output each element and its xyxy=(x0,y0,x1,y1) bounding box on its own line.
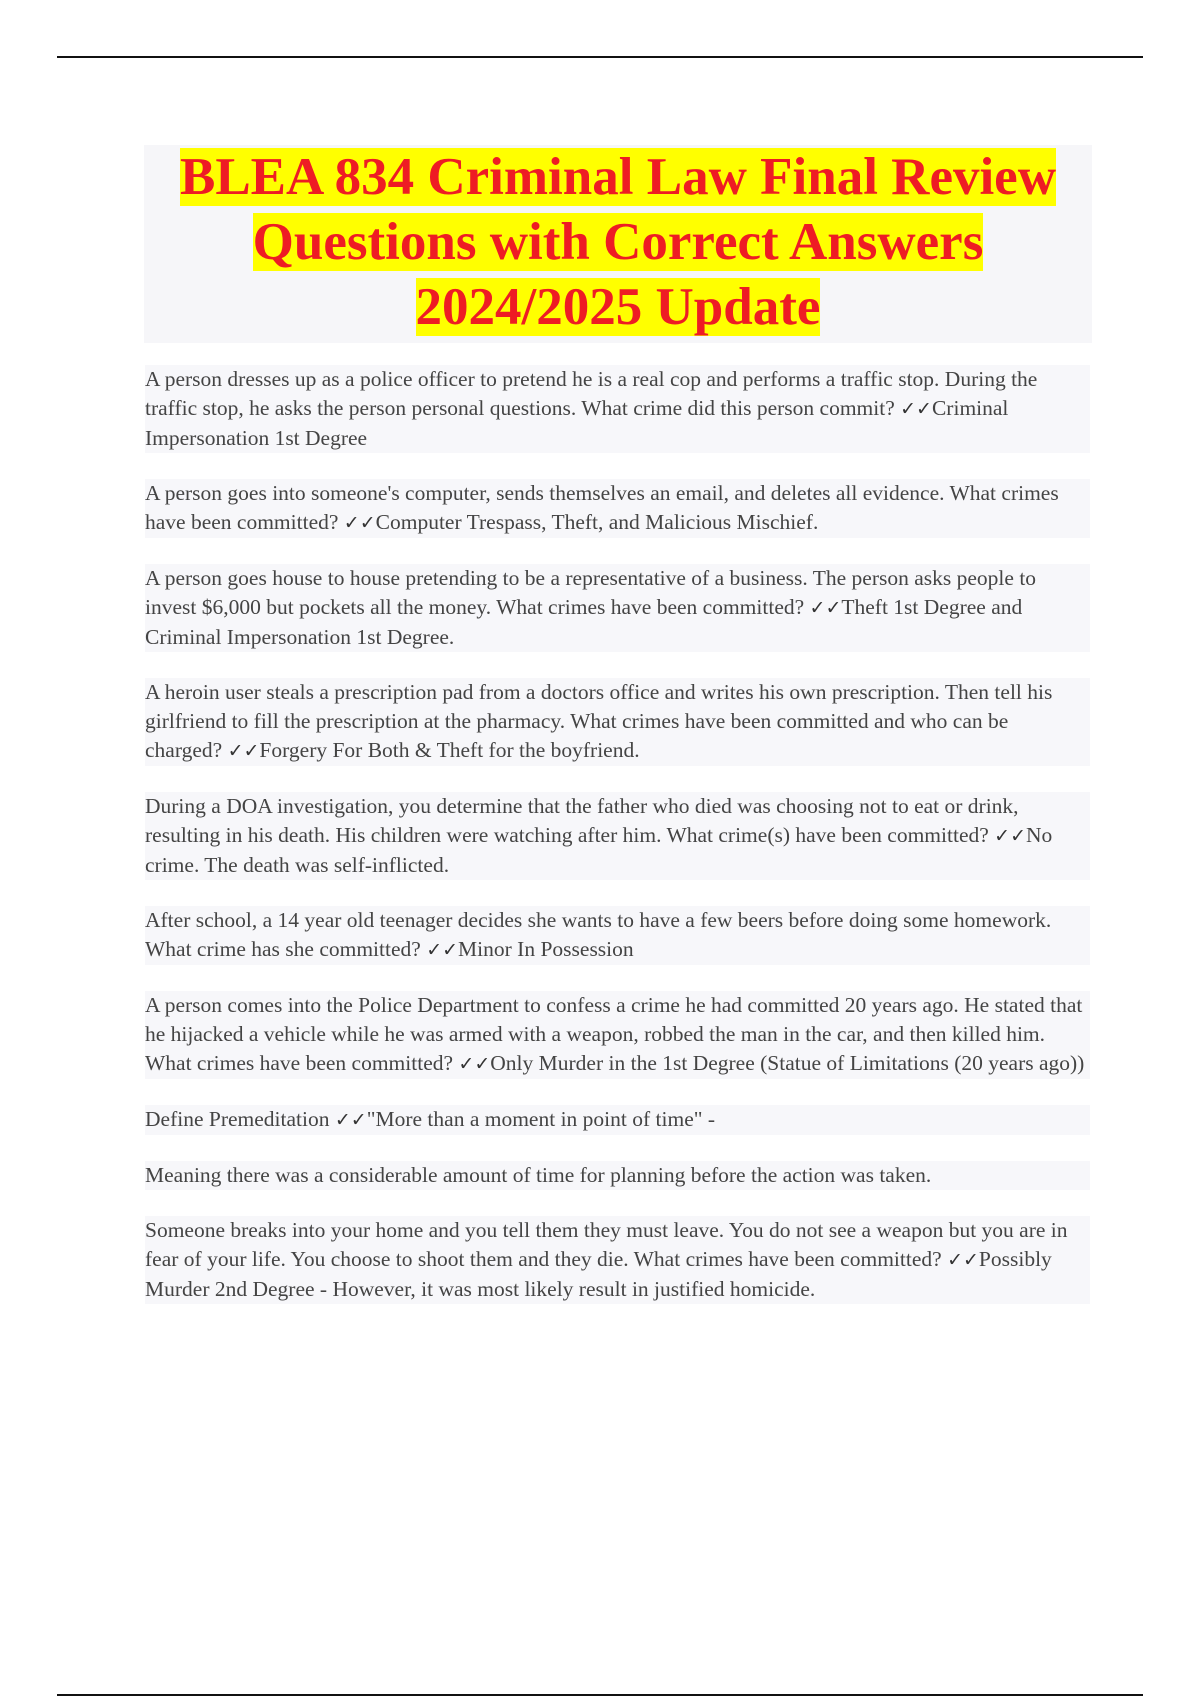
qa-item-1 xyxy=(145,365,1090,453)
question-text: A person goes into someone's computer, sends themselves an email, and deletes all evidence. What crimes have been committed? xyxy=(145,481,1059,534)
document-title xyxy=(144,145,1092,343)
check-icon: ✓✓ xyxy=(334,1109,367,1131)
title-line-1: BLEA 834 Criminal Law Final Review xyxy=(179,148,1056,206)
check-icon: ✓✓ xyxy=(809,597,842,619)
title-line-2: Questions with Correct Answers xyxy=(252,213,984,271)
question-text: Meaning there was a considerable amount of time for planning before the action was taken. xyxy=(145,1163,932,1187)
check-icon: ✓✓ xyxy=(227,740,260,762)
question-text: A person goes house to house pretending to be a representative of a business. The person asks people to invest $6,000 but pockets all the money. What crimes have been committed? xyxy=(145,566,1037,619)
question-text: Define Premeditation xyxy=(145,1107,330,1131)
answer-text: Possibly Murder 2nd Degree - However, it was most likely result in justified homicide. xyxy=(145,1247,1052,1301)
question-text: A person comes into the Police Department to confess a crime he had committed 20 years ago. He stated that he hijacked a vehicle while he was armed with a weapon, robbed the man in the car, and then killed him. What crimes have been committed? xyxy=(145,993,1083,1075)
qa-item-3 xyxy=(145,564,1090,652)
top-rule xyxy=(57,56,1143,58)
qa-item-8 xyxy=(145,1105,1090,1135)
check-icon: ✓✓ xyxy=(994,825,1027,847)
qa-item-7 xyxy=(145,991,1090,1079)
answer-text: Criminal Impersonation 1st Degree xyxy=(145,396,1009,450)
answer-text: Theft 1st Degree and Criminal Impersonation 1st Degree. xyxy=(145,595,1023,649)
question-text: A heroin user steals a prescription pad from a doctors office and writes his own prescription. Then tell his girlfriend to fill the prescription at the pharmacy. What crimes have been committed and who can be charged? xyxy=(145,680,1053,762)
title-line-3: 2024/2025 Update xyxy=(415,278,821,336)
question-text: Someone breaks into your home and you tell them they must leave. You do not see a weapon but you are in fear of your life. You choose to shoot them and they die. What crimes have been committed? xyxy=(145,1218,1068,1271)
qa-list xyxy=(145,365,1090,1330)
qa-item-2 xyxy=(145,479,1090,538)
qa-item-6 xyxy=(145,906,1090,965)
question-text: During a DOA investigation, you determine that the father who died was choosing not to eat or drink, resulting in his death. His children were watching after him. What crime(s) have been committed? xyxy=(145,794,1019,847)
answer-text: No crime. The death was self-inflicted. xyxy=(145,823,1053,877)
qa-item-10 xyxy=(145,1216,1090,1304)
qa-item-9 xyxy=(145,1161,1090,1190)
answer-text: Only Murder in the 1st Degree (Statue of Limitations (20 years ago)) xyxy=(490,1051,1085,1075)
qa-item-5 xyxy=(145,792,1090,880)
check-icon: ✓✓ xyxy=(458,1053,491,1075)
answer-text: Computer Trespass, Theft, and Malicious Mischief. xyxy=(375,510,819,534)
check-icon: ✓✓ xyxy=(343,512,376,534)
bottom-rule xyxy=(57,1694,1143,1696)
check-icon: ✓✓ xyxy=(900,398,932,420)
question-text: A person dresses up as a police officer to pretend he is a real cop and performs a traffic stop. During the traffic stop, he asks the person personal questions. What crime did this person commit? xyxy=(145,367,1038,420)
question-text: After school, a 14 year old teenager decides she wants to have a few beers before doing some homework. What crime has she committed? xyxy=(145,908,1052,961)
answer-text: Forgery For Both & Theft for the boyfriend. xyxy=(259,738,640,762)
answer-text: Minor In Possession xyxy=(458,937,634,961)
qa-item-4 xyxy=(145,678,1090,766)
check-icon: ✓✓ xyxy=(426,939,459,961)
check-icon: ✓✓ xyxy=(947,1249,979,1271)
answer-text: "More than a moment in point of time" - xyxy=(366,1107,716,1131)
